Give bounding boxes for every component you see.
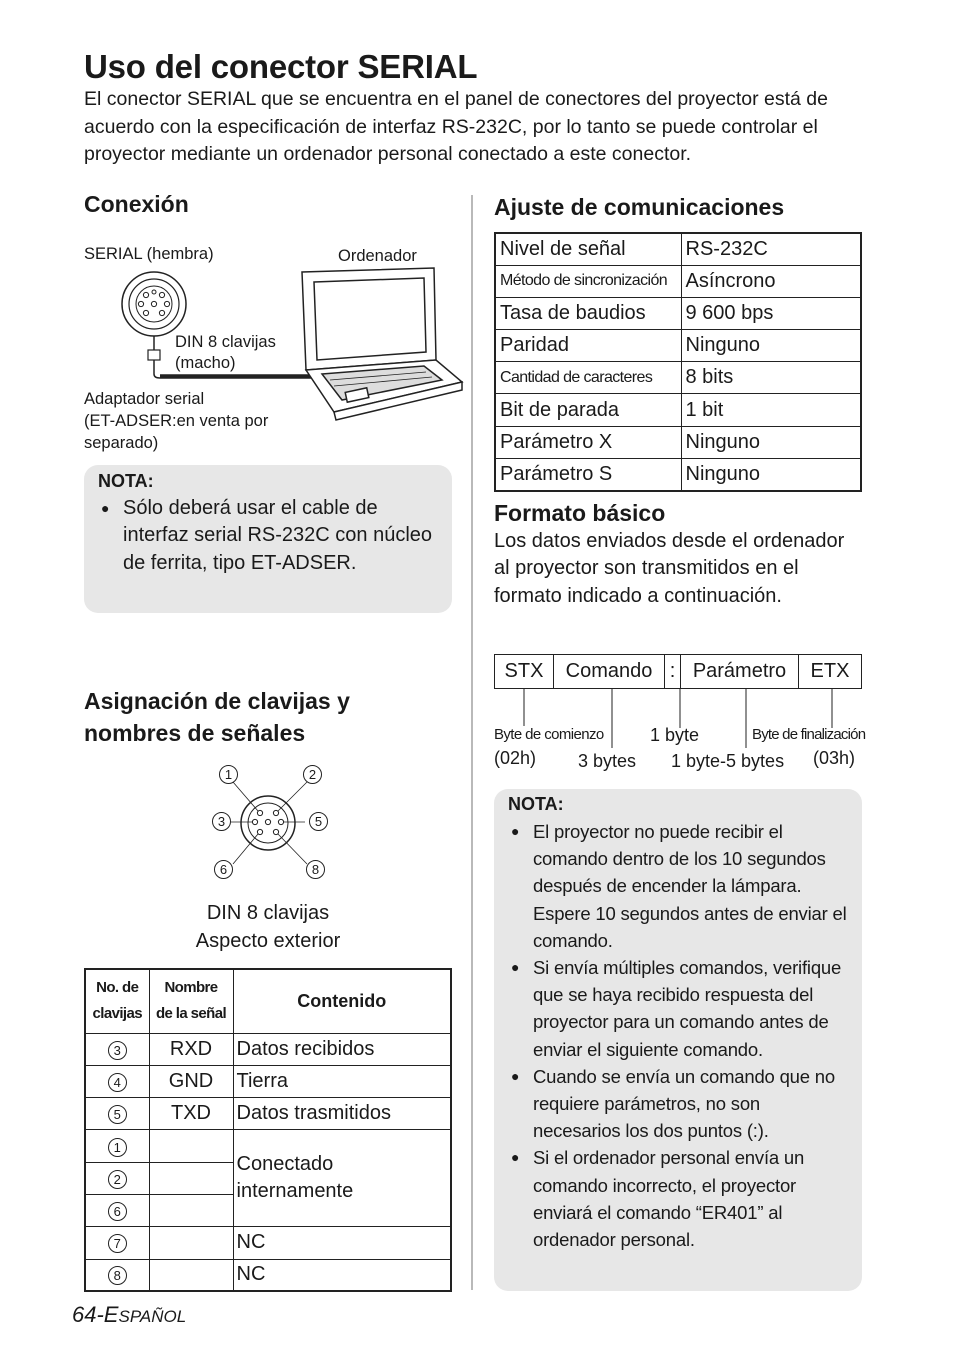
- table-row: [495, 394, 861, 426]
- signal-name: GND: [149, 1065, 233, 1097]
- pin-table-header: [85, 969, 451, 1033]
- table-row: [495, 330, 861, 362]
- signal-content: NC: [233, 1227, 451, 1259]
- label-1-5bytes: 1 byte-5 bytes: [671, 751, 785, 771]
- pin-number: 8: [108, 1266, 127, 1285]
- header-pin-number: No. de clavijas: [85, 969, 149, 1033]
- page-number: 64-: [72, 1302, 104, 1327]
- conexion-note: [84, 465, 452, 613]
- setting-value: 1 bit: [681, 394, 861, 426]
- label-start-byte: Byte de comienzo: [494, 726, 604, 743]
- setting-value: 8 bits: [681, 362, 861, 394]
- table-row: [85, 1098, 451, 1130]
- pin-number: 2: [108, 1170, 127, 1189]
- note-item: ● Sólo deberá usar el cable de interfaz serial RS-232C con núcleo de ferrita, tipo ET-ADSER.: [123, 495, 433, 577]
- setting-value: Ninguno: [681, 426, 861, 458]
- table-row: [495, 265, 861, 297]
- column-divider: [471, 195, 473, 1290]
- note-list: [533, 818, 849, 1253]
- setting-key: Método de sincronización: [495, 265, 681, 297]
- format-cell-parameter: Parámetro: [681, 655, 799, 689]
- note-item: ● El proyector no puede recibir el comando dentro de los 10 segundos después de encender la lámpara. Espere 10 segundos antes de enviar el comando.: [533, 818, 849, 954]
- setting-value: RS-232C: [681, 233, 861, 265]
- footer-lang: SPAÑOL: [118, 1307, 187, 1326]
- setting-key: Parámetro X: [495, 426, 681, 458]
- setting-key: Tasa de baudios: [495, 297, 681, 329]
- table-row: [85, 1227, 451, 1259]
- pin-label: 8: [306, 860, 325, 879]
- format-cell-colon: :: [665, 655, 681, 689]
- pin-number: 6: [108, 1202, 127, 1221]
- table-row: [495, 297, 861, 329]
- setting-key: Nivel de señal: [495, 233, 681, 265]
- intro-paragraph: El conector SERIAL que se encuentra en el panel de conectores del proyector está de acuerdo con la especificación de interfaz RS-232C, por lo tanto se puede controlar el proyector mediante un ordenador personal conectado a este conector.: [84, 88, 828, 165]
- setting-value: 9 600 bps: [681, 297, 861, 329]
- table-row: [495, 362, 861, 394]
- table-row: [85, 1259, 451, 1291]
- setting-value: Ninguno: [681, 330, 861, 362]
- label-3bytes: 3 bytes: [578, 751, 637, 771]
- pin-table: [84, 968, 452, 1292]
- page-title: Uso del conector SERIAL: [84, 48, 478, 85]
- asignacion-heading-2: nombres de señales: [84, 720, 306, 746]
- table-row: [85, 1033, 451, 1065]
- pin-label: 5: [309, 812, 328, 831]
- serial-port-icon: [122, 272, 186, 336]
- pin-label: 3: [212, 812, 231, 831]
- format-brackets: [494, 688, 862, 758]
- label-end-byte: Byte de finalización: [752, 726, 866, 743]
- signal-name: TXD: [149, 1098, 233, 1130]
- ajuste-heading: Ajuste de comunicaciones: [494, 194, 785, 220]
- signal-content: Datos recibidos: [233, 1033, 451, 1065]
- note-title: NOTA:: [508, 794, 564, 814]
- page-footer: [72, 1302, 186, 1328]
- formato-text: Los datos enviados desde el ordenador al proyector son transmitidos en el formato indicado a continuación.: [494, 530, 845, 607]
- setting-key: Parámetro S: [495, 458, 681, 490]
- din-caption-2: Aspecto exterior: [195, 930, 341, 952]
- conexion-heading: Conexión: [84, 191, 189, 217]
- table-row: [85, 1130, 451, 1162]
- table-row: [495, 233, 861, 265]
- format-cell-command: Comando: [554, 655, 665, 689]
- note-item: ● Cuando se envía un comando que no requiere parámetros, no son necesarios los dos puntos (:).: [533, 1063, 849, 1145]
- signal-content: Conectado internamente: [233, 1130, 451, 1227]
- pin-label: 2: [303, 765, 322, 784]
- setting-value: Asíncrono: [681, 265, 861, 297]
- table-row: [495, 426, 861, 458]
- label-1byte: 1 byte: [650, 725, 700, 745]
- signal-content: Datos trasmitidos: [233, 1098, 451, 1130]
- pin-number: 7: [108, 1234, 127, 1253]
- label-start-hex: (02h): [494, 748, 537, 768]
- setting-key: Bit de parada: [495, 394, 681, 426]
- din-label-2: (macho): [175, 354, 236, 372]
- footer-lang-initial: E: [103, 1302, 119, 1327]
- note-item: ● Si envía múltiples comandos, verifique que se haya recibido respuesta del proyector para un comando antes de enviar el siguiente comando.: [533, 954, 849, 1063]
- format-row: [495, 655, 862, 689]
- formato-heading: Formato básico: [494, 500, 666, 526]
- signal-name: RXD: [149, 1033, 233, 1065]
- setting-key: Paridad: [495, 330, 681, 362]
- signal-content: Tierra: [233, 1065, 451, 1097]
- din-caption: [84, 899, 452, 955]
- header-signal-name: Nombre de la señal: [149, 969, 233, 1033]
- label-end-hex: (03h): [813, 748, 856, 768]
- pin-number: 1: [108, 1138, 127, 1157]
- comm-settings-table: [494, 232, 862, 492]
- ordenador-label: Ordenador: [338, 247, 417, 265]
- adapter-label-3: separado): [84, 434, 159, 452]
- signal-content: NC: [233, 1259, 451, 1291]
- note-item: ● Si el ordenador personal envía un comando incorrecto, el proyector enviará el comando “ER401” al ordenador personal.: [533, 1144, 849, 1253]
- adapter-label-1: Adaptador serial: [84, 390, 205, 408]
- header-content: Contenido: [233, 969, 451, 1033]
- note-title: NOTA:: [98, 471, 154, 491]
- pin-number: 5: [108, 1105, 127, 1124]
- note-list: [123, 495, 433, 577]
- pin-number: 3: [108, 1041, 127, 1060]
- setting-key: Cantidad de caracteres: [495, 362, 681, 394]
- pin-label: 6: [214, 860, 233, 879]
- table-row: [85, 1065, 451, 1097]
- adapter-label-2: (ET-ADSER:en venta por: [84, 412, 269, 430]
- pin-number: 4: [108, 1073, 127, 1092]
- serial-label: SERIAL (hembra): [84, 245, 214, 263]
- format-cell-etx: ETX: [799, 655, 862, 689]
- asignacion-heading-1: Asignación de clavijas y: [84, 688, 350, 714]
- table-row: [495, 458, 861, 490]
- setting-value: Ninguno: [681, 458, 861, 490]
- formato-note: [494, 789, 862, 1291]
- din-caption-1: DIN 8 clavijas: [206, 902, 330, 924]
- laptop-icon: [302, 268, 462, 420]
- din-label-1: DIN 8 clavijas: [175, 333, 276, 351]
- format-table: [494, 654, 862, 689]
- pin-label: 1: [219, 765, 238, 784]
- format-cell-stx: STX: [495, 655, 554, 689]
